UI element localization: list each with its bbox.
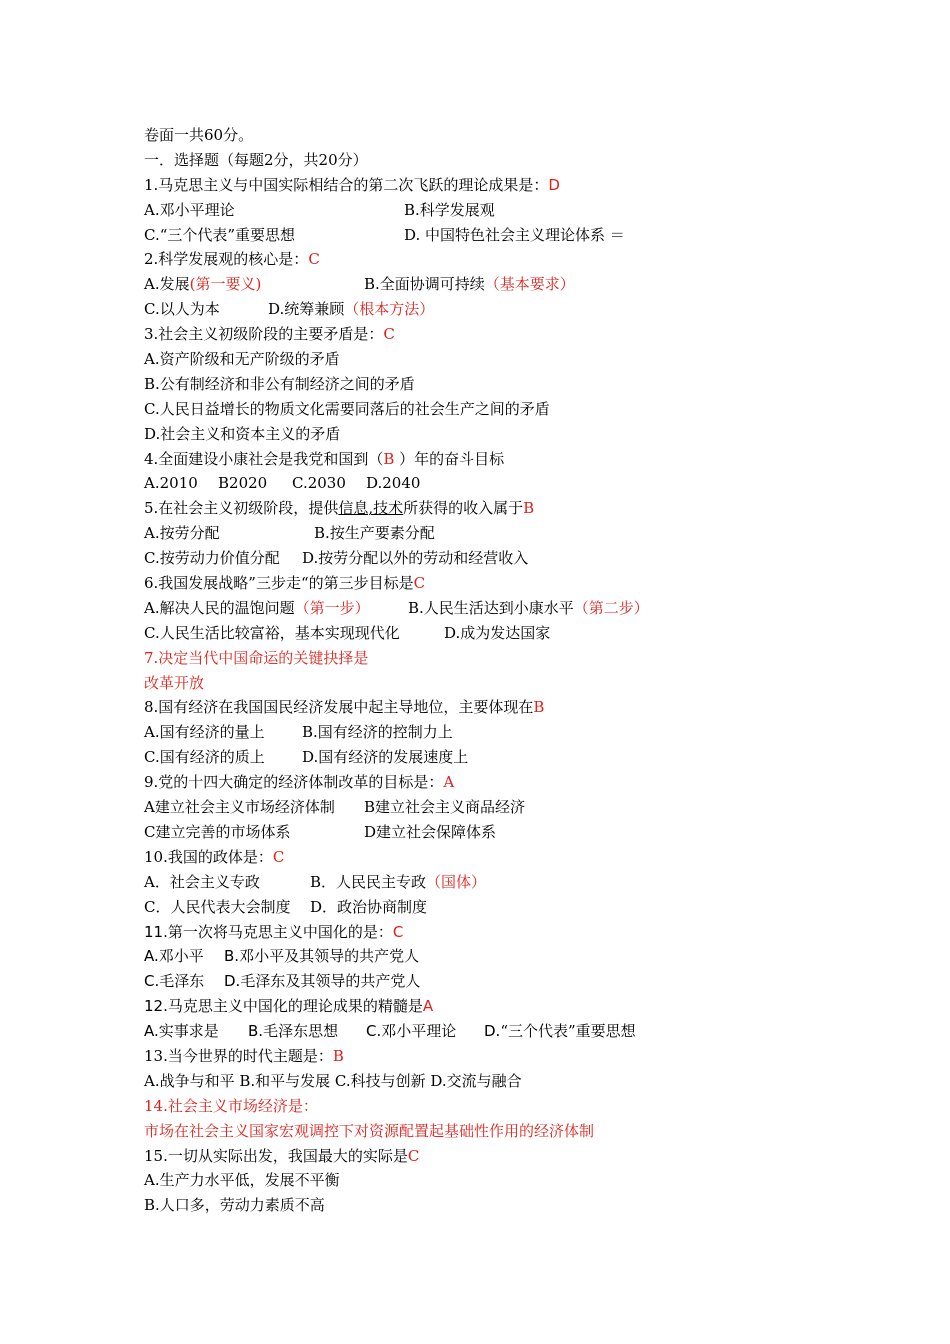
question-2-options-ab [144, 272, 864, 297]
question-1-options-cd [144, 223, 864, 248]
option-b: B.公有制经济和非公有制经济之间的矛盾 [144, 374, 415, 393]
question-10: 10.我国的政体是：C [144, 847, 285, 866]
section-heading: 一．选择题（每题2分，共20分） [144, 150, 368, 169]
question-2: 2.科学发展观的核心是：C [144, 250, 320, 269]
option-b: B.毛泽东思想 [248, 1022, 339, 1041]
option-a: A．社会主义专政 [144, 872, 260, 891]
option-d: D.统筹兼顾 [268, 300, 345, 319]
option-d: D.成为发达国家 [444, 623, 551, 642]
question-6-options-ab [144, 596, 864, 621]
question-9-options-cd [144, 820, 864, 845]
option-d: D建立社会保障体系 [364, 822, 497, 841]
option-c: C．人民代表大会制度 [144, 897, 291, 916]
question-8-options-cd [144, 745, 864, 770]
option-b: B．人民民主专政 [310, 872, 427, 891]
question-5-options-cd [144, 546, 864, 571]
answer-key: C [392, 922, 404, 941]
option-b: B.人口多，劳动力素质不高 [144, 1196, 325, 1215]
option-b: B建立社会主义商品经济 [364, 798, 526, 817]
question-12: 12.马克思主义中国化的理论成果的精髓是A [144, 997, 434, 1016]
option-b: B.科学发展观 [404, 200, 495, 219]
option-a: A建立社会主义市场经济体制 [144, 798, 335, 817]
answer-key: C [413, 574, 426, 593]
question-8-options-ab [144, 720, 864, 745]
option-a: A.2010 [144, 474, 198, 493]
question-13-options: A.战争与和平 B.和平与发展 C.科技与创新 D.交流与融合 [144, 1071, 522, 1090]
option-c: C.2030 [292, 474, 346, 493]
option-d: D.“三个代表”重要思想 [484, 1022, 636, 1041]
option-a: A.生产力水平低，发展不平衡 [144, 1171, 340, 1190]
question-5: 5.在社会主义初级阶段，提供信息,技术所获得的收入属于B [144, 499, 535, 518]
option-c: C.毛泽东 [144, 972, 205, 991]
option-a-note: (第一要义) [189, 275, 262, 294]
answer-key: C [308, 250, 320, 269]
question-4-options [144, 471, 864, 496]
option-a: A.邓小平 [144, 947, 204, 966]
question-2-options-cd [144, 297, 864, 322]
option-a: A.解决人民的温饱问题 [144, 598, 295, 617]
option-c: C.人民日益增长的物质文化需要同落后的社会生产之间的矛盾 [144, 399, 550, 418]
option-a: A.实事求是 [144, 1022, 219, 1041]
answer-key: A [443, 773, 455, 792]
question-9-options-ab [144, 795, 864, 820]
option-c: C.国有经济的质上 [144, 748, 265, 767]
document-page [144, 123, 864, 1218]
question-14: 14.社会主义市场经济是： [144, 1096, 318, 1115]
question-11: 11.第一次将马克思主义中国化的是：C [144, 922, 404, 941]
question-10-options-ab [144, 870, 864, 895]
option-a-note: （第一步） [294, 598, 370, 617]
option-b: B.邓小平及其领导的共产党人 [224, 947, 420, 966]
option-b-note: （国体） [426, 872, 487, 891]
question-10-options-cd [144, 895, 864, 920]
option-c: C.“三个代表”重要思想 [144, 225, 296, 244]
option-a: A.邓小平理论 [144, 200, 235, 219]
question-9: 9.党的十四大确定的经济体制改革的目标是：A [144, 773, 455, 792]
answer-key: B [332, 1046, 344, 1065]
option-a: A.按劳分配 [144, 524, 220, 543]
question-15: 15.一切从实际出发，我国最大的实际是C [144, 1146, 420, 1165]
question-12-options [144, 1019, 864, 1044]
question-1: 1.马克思主义与中国实际相结合的第二次飞跃的理论成果是：D [144, 175, 560, 194]
option-d: D.国有经济的发展速度上 [302, 748, 469, 767]
answer-key: B [523, 499, 535, 518]
option-b: B.国有经济的控制力上 [302, 723, 453, 742]
option-d: D.社会主义和资本主义的矛盾 [144, 424, 341, 443]
option-b-note: （基本要求） [484, 275, 575, 294]
question-6-options-cd [144, 621, 864, 646]
option-d: D．政治协商制度 [310, 897, 428, 916]
answer-key: C [383, 325, 395, 344]
question-1-options-ab [144, 198, 864, 223]
option-b-note: （第二步） [573, 598, 649, 617]
question-4: 4.全面建设小康社会是我党和国到（B ）年的奋斗目标 [144, 449, 505, 468]
answer-key: C [272, 847, 285, 866]
answer-key: D [548, 175, 560, 194]
question-8: 8.国有经济在我国国民经济发展中起主导地位，主要体现在B [144, 698, 545, 717]
option-c: C.按劳动力价值分配 [144, 549, 280, 568]
question-13: 13.当今世界的时代主题是：B [144, 1046, 344, 1065]
answer-key: A [422, 997, 434, 1016]
answer-key: B [533, 698, 545, 717]
option-a: A.资产阶级和无产阶级的矛盾 [144, 350, 340, 369]
question-11-options-cd [144, 969, 864, 994]
option-d: D.毛泽东及其领导的共产党人 [224, 972, 421, 991]
question-7: 7.决定当代中国命运的关键抉择是 [144, 648, 369, 667]
option-b: B2020 [218, 474, 268, 493]
option-d: D.2040 [366, 474, 421, 493]
option-d: D. 中国特色社会主义理论体系 ＝ [404, 225, 625, 244]
question-14-answer: 市场在社会主义国家宏观调控下对资源配置起基础性作用的经济体制 [144, 1121, 595, 1140]
option-c: C.以人为本 [144, 300, 220, 319]
answer-key: C [407, 1146, 420, 1165]
question-11-options-ab [144, 944, 864, 969]
question-5-options-ab [144, 521, 864, 546]
option-c: C.邓小平理论 [366, 1022, 457, 1041]
option-a: A.国有经济的量上 [144, 723, 265, 742]
question-7-answer: 改革开放 [144, 673, 205, 692]
option-d: D.按劳分配以外的劳动和经营收入 [302, 549, 529, 568]
question-3: 3.社会主义初级阶段的主要矛盾是：C [144, 325, 395, 344]
total-score-line: 卷面一共60分。 [144, 126, 254, 144]
option-c: C建立完善的市场体系 [144, 822, 291, 841]
option-a: A.发展 [144, 275, 190, 294]
option-d-note: （根本方法） [344, 300, 435, 319]
option-b: B.按生产要素分配 [314, 524, 435, 543]
answer-key: B [383, 449, 395, 468]
option-b: B.全面协调可持续 [364, 275, 485, 294]
option-c: C.人民生活比较富裕，基本实现现代化 [144, 623, 400, 642]
option-b: B.人民生活达到小康水平 [408, 598, 574, 617]
question-6: 6.我国发展战略”三步走“的第三步目标是C [144, 574, 426, 593]
